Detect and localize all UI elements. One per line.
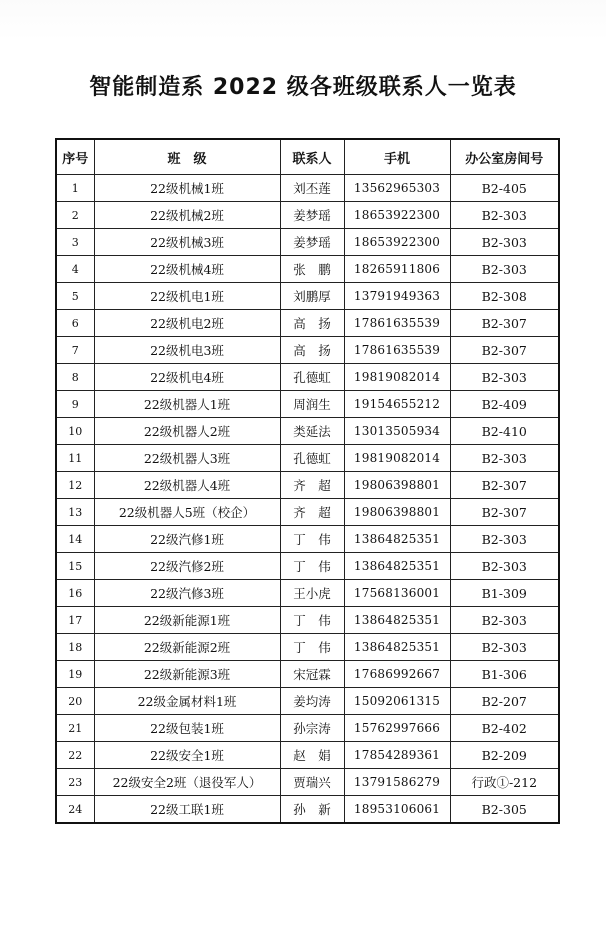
cell-phone: 19819082014 — [344, 364, 450, 391]
cell-phone: 13562965303 — [344, 175, 450, 202]
table-row — [56, 607, 559, 634]
table-row — [56, 418, 559, 445]
cell-class: 22级机械2班 — [94, 202, 280, 229]
cell-class: 22级金属材料1班 — [94, 688, 280, 715]
cell-phone: 17861635539 — [344, 337, 450, 364]
cell-office: B1-306 — [450, 661, 559, 688]
cell-contact: 齐 超 — [280, 499, 344, 526]
table-row — [56, 283, 559, 310]
cell-office: B2-307 — [450, 337, 559, 364]
table-row — [56, 715, 559, 742]
header-office: 办公室房间号 — [450, 139, 559, 175]
cell-contact: 孔德虹 — [280, 445, 344, 472]
table-row — [56, 310, 559, 337]
cell-office: B2-303 — [450, 202, 559, 229]
cell-office: B2-307 — [450, 499, 559, 526]
cell-class: 22级新能源1班 — [94, 607, 280, 634]
header-index: 序号 — [56, 139, 94, 175]
cell-office: B2-303 — [450, 229, 559, 256]
table-row — [56, 688, 559, 715]
cell-office: B1-309 — [450, 580, 559, 607]
cell-phone: 19806398801 — [344, 472, 450, 499]
cell-contact: 赵 娟 — [280, 742, 344, 769]
cell-index: 14 — [56, 526, 94, 553]
cell-contact: 高 扬 — [280, 337, 344, 364]
cell-phone: 19806398801 — [344, 499, 450, 526]
table-row — [56, 256, 559, 283]
cell-index: 20 — [56, 688, 94, 715]
cell-contact: 贾瑞兴 — [280, 769, 344, 796]
cell-office: B2-305 — [450, 796, 559, 824]
cell-phone: 13864825351 — [344, 553, 450, 580]
cell-office: B2-308 — [450, 283, 559, 310]
table-row — [56, 202, 559, 229]
cell-class: 22级机电3班 — [94, 337, 280, 364]
cell-class: 22级机械3班 — [94, 229, 280, 256]
cell-class: 22级机电4班 — [94, 364, 280, 391]
table-row — [56, 769, 559, 796]
cell-office: B2-303 — [450, 634, 559, 661]
table-row — [56, 175, 559, 202]
cell-office: B2-307 — [450, 310, 559, 337]
cell-index: 6 — [56, 310, 94, 337]
table-header-row — [56, 139, 559, 175]
cell-index: 19 — [56, 661, 94, 688]
cell-class: 22级工联1班 — [94, 796, 280, 824]
cell-index: 5 — [56, 283, 94, 310]
cell-office: B2-207 — [450, 688, 559, 715]
cell-contact: 类延法 — [280, 418, 344, 445]
cell-phone: 13864825351 — [344, 607, 450, 634]
cell-phone: 19819082014 — [344, 445, 450, 472]
cell-office: B2-303 — [450, 526, 559, 553]
cell-office: B2-402 — [450, 715, 559, 742]
table-row — [56, 472, 559, 499]
cell-class: 22级机器人5班（校企） — [94, 499, 280, 526]
cell-phone: 15762997666 — [344, 715, 450, 742]
table-row — [56, 661, 559, 688]
cell-index: 1 — [56, 175, 94, 202]
cell-class: 22级机器人4班 — [94, 472, 280, 499]
cell-contact: 齐 超 — [280, 472, 344, 499]
table-row — [56, 337, 559, 364]
cell-index: 4 — [56, 256, 94, 283]
cell-contact: 周润生 — [280, 391, 344, 418]
cell-class: 22级新能源3班 — [94, 661, 280, 688]
cell-phone: 15092061315 — [344, 688, 450, 715]
cell-index: 8 — [56, 364, 94, 391]
cell-office: B2-303 — [450, 607, 559, 634]
cell-office: 行政①-212 — [450, 769, 559, 796]
cell-class: 22级安全1班 — [94, 742, 280, 769]
cell-phone: 13864825351 — [344, 634, 450, 661]
table-row — [56, 445, 559, 472]
cell-office: B2-303 — [450, 445, 559, 472]
cell-contact: 刘丕莲 — [280, 175, 344, 202]
cell-contact: 孙 新 — [280, 796, 344, 824]
cell-contact: 丁 伟 — [280, 553, 344, 580]
cell-class: 22级汽修2班 — [94, 553, 280, 580]
table-row — [56, 742, 559, 769]
cell-phone: 13013505934 — [344, 418, 450, 445]
cell-phone: 18953106061 — [344, 796, 450, 824]
cell-class: 22级机械4班 — [94, 256, 280, 283]
cell-phone: 17854289361 — [344, 742, 450, 769]
cell-phone: 13864825351 — [344, 526, 450, 553]
cell-class: 22级机器人2班 — [94, 418, 280, 445]
cell-class: 22级包装1班 — [94, 715, 280, 742]
cell-class: 22级机电2班 — [94, 310, 280, 337]
cell-class: 22级汽修1班 — [94, 526, 280, 553]
cell-contact: 丁 伟 — [280, 607, 344, 634]
table-row — [56, 553, 559, 580]
cell-contact: 高 扬 — [280, 310, 344, 337]
cell-index: 15 — [56, 553, 94, 580]
cell-office: B2-303 — [450, 553, 559, 580]
cell-phone: 19154655212 — [344, 391, 450, 418]
cell-index: 18 — [56, 634, 94, 661]
table-row — [56, 364, 559, 391]
cell-index: 3 — [56, 229, 94, 256]
cell-contact: 张 鹏 — [280, 256, 344, 283]
cell-contact: 王小虎 — [280, 580, 344, 607]
cell-index: 2 — [56, 202, 94, 229]
table-row — [56, 634, 559, 661]
cell-index: 21 — [56, 715, 94, 742]
page-title: 智能制造系 2022 级各班级联系人一览表 — [89, 75, 517, 100]
cell-phone: 18653922300 — [344, 229, 450, 256]
cell-contact: 姜梦瑶 — [280, 202, 344, 229]
cell-index: 17 — [56, 607, 94, 634]
cell-contact: 丁 伟 — [280, 526, 344, 553]
cell-index: 23 — [56, 769, 94, 796]
cell-office: B2-303 — [450, 364, 559, 391]
cell-phone: 18265911806 — [344, 256, 450, 283]
cell-phone: 17686992667 — [344, 661, 450, 688]
cell-index: 24 — [56, 796, 94, 824]
cell-office: B2-410 — [450, 418, 559, 445]
cell-index: 11 — [56, 445, 94, 472]
contact-table — [55, 138, 560, 824]
cell-class: 22级安全2班（退役军人） — [94, 769, 280, 796]
cell-phone: 17861635539 — [344, 310, 450, 337]
cell-phone: 13791586279 — [344, 769, 450, 796]
header-phone: 手机 — [344, 139, 450, 175]
table-row — [56, 580, 559, 607]
cell-contact: 孔德虹 — [280, 364, 344, 391]
cell-index: 7 — [56, 337, 94, 364]
cell-office: B2-307 — [450, 472, 559, 499]
cell-contact: 姜梦瑶 — [280, 229, 344, 256]
cell-contact: 宋冠霖 — [280, 661, 344, 688]
table-row — [56, 499, 559, 526]
cell-index: 10 — [56, 418, 94, 445]
cell-office: B2-405 — [450, 175, 559, 202]
header-class: 班 级 — [94, 139, 280, 175]
table-row — [56, 526, 559, 553]
table-row — [56, 391, 559, 418]
cell-class: 22级机械1班 — [94, 175, 280, 202]
cell-class: 22级机电1班 — [94, 283, 280, 310]
cell-contact: 刘鹏厚 — [280, 283, 344, 310]
table-row — [56, 796, 559, 824]
cell-class: 22级机器人3班 — [94, 445, 280, 472]
cell-index: 13 — [56, 499, 94, 526]
table-row — [56, 229, 559, 256]
cell-office: B2-303 — [450, 256, 559, 283]
cell-index: 12 — [56, 472, 94, 499]
cell-contact: 丁 伟 — [280, 634, 344, 661]
cell-phone: 13791949363 — [344, 283, 450, 310]
cell-office: B2-209 — [450, 742, 559, 769]
cell-contact: 孙宗涛 — [280, 715, 344, 742]
cell-contact: 姜均涛 — [280, 688, 344, 715]
cell-class: 22级机器人1班 — [94, 391, 280, 418]
cell-index: 22 — [56, 742, 94, 769]
cell-index: 9 — [56, 391, 94, 418]
cell-class: 22级新能源2班 — [94, 634, 280, 661]
header-contact: 联系人 — [280, 139, 344, 175]
cell-phone: 17568136001 — [344, 580, 450, 607]
cell-office: B2-409 — [450, 391, 559, 418]
cell-index: 16 — [56, 580, 94, 607]
cell-class: 22级汽修3班 — [94, 580, 280, 607]
cell-phone: 18653922300 — [344, 202, 450, 229]
